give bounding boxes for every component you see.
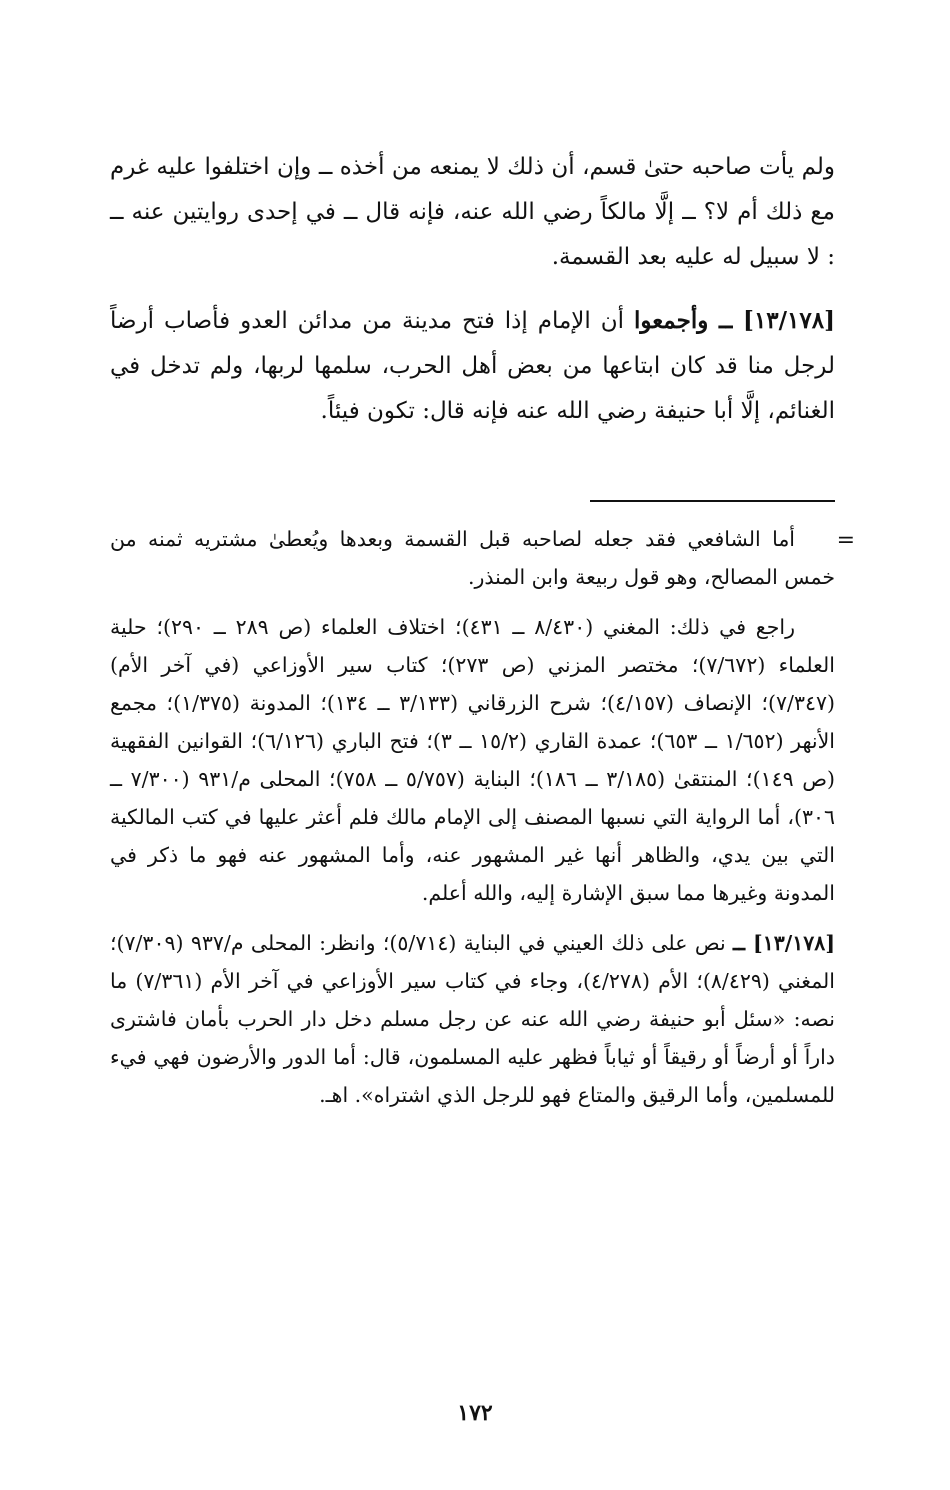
main-paragraph-2	[110, 298, 835, 434]
main-paragraph-2-text: أن الإمام إذا فتح مدينة من مدائن العدو فأصاب أرضاً لرجل منا قد كان ابتاعها من بعض أهل الحرب، سلمها لربها، ولم تدخل في الغنائم، إلَّا أبا حنيفة رضي الله عنه فإنه قال: تكون فيئاً.	[110, 308, 835, 424]
footnote-continuation-mark: =	[836, 528, 855, 553]
footnotes	[110, 520, 835, 1126]
main-text	[110, 145, 835, 452]
footnote-1: أما الشافعي فقد جعله لصاحبه قبل القسمة وبعدها ويُعطىٰ مشتريه ثمنه من خمس المصالح، وهو قول ربيعة وابن المنذر.	[110, 527, 835, 589]
footnote-3	[110, 924, 835, 1114]
footnote-3-text: نص على ذلك العيني في البناية (٥/٧١٤)؛ وانظر: المحلى م/٩٣٧ (٧/٣٠٩)؛ المغني (٨/٤٢٩)؛ الأم (٤/٢٧٨)، وجاء في كتاب سير الأوزاعي في آخر الأم (٧/٣٦١) ما نصه: «سئل أبو حنيفة رضي الله عنه عن رجل مسلم دخل دار الحرب بأمان فاشترى داراً أو أرضاً أو رقيقاً أو ثياباً فظهر عليه المسلمون، قال: أما الدور والأرضون فهي فيء للمسلمين، وأما الرقيق والمتاع فهو للرجل الذي اشتراه». اهـ.	[110, 931, 835, 1107]
footnote-divider	[590, 500, 835, 502]
page-number: ١٧٢	[457, 1400, 493, 1426]
main-paragraph-1: ولم يأت صاحبه حتىٰ قسم، أن ذلك لا يمنعه من أخذه ــ وإن اختلفوا عليه غرم مع ذلك أم لا؟ ــ إلَّا مالكاً رضي الله عنه، فإنه قال ــ في إحدى روايتين عنه ــ : لا سبيل له عليه بعد القسمة.	[110, 154, 835, 270]
footnote-3-number: [١٣/١٧٨] ــ	[733, 931, 836, 955]
issue-number-heading: [١٣/١٧٨] ــ وأجمعوا	[633, 307, 835, 334]
footnote-2: راجع في ذلك: المغني (٨/٤٣٠ ــ ٤٣١)؛ اختلاف العلماء (ص ٢٨٩ ــ ٢٩٠)؛ حلية العلماء (٧/٦٧٢)؛ مختصر المزني (ص ٢٧٣)؛ كتاب سير الأوزاعي (في آخر الأم) (٧/٣٤٧)؛ الإنصاف (٤/١٥٧)؛ شرح الزرقاني (٣/١٣٣ ــ ١٣٤)؛ المدونة (١/٣٧٥)؛ مجمع الأنهر (١/٦٥٢ ــ ٦٥٣)؛ عمدة القاري (١٥/٢ ــ ٣)؛ فتح الباري (٦/١٢٦)؛ القوانين الفقهية (ص ١٤٩)؛ المنتقىٰ (٣/١٨٥ ــ ١٨٦)؛ البناية (٥/٧٥٧ ــ ٧٥٨)؛ المحلى م/٩٣١ (٧/٣٠٠ ــ ٣٠٦)، أما الرواية التي نسبها المصنف إلى الإمام مالك فلم أعثر عليها في كتب المالكية التي بين يدي، والظاهر أنها غير المشهور عنه، وأما المشهور عنه فهو ما ذكر في المدونة وغيرها مما سبق الإشارة إليه، والله أعلم.	[110, 615, 836, 905]
